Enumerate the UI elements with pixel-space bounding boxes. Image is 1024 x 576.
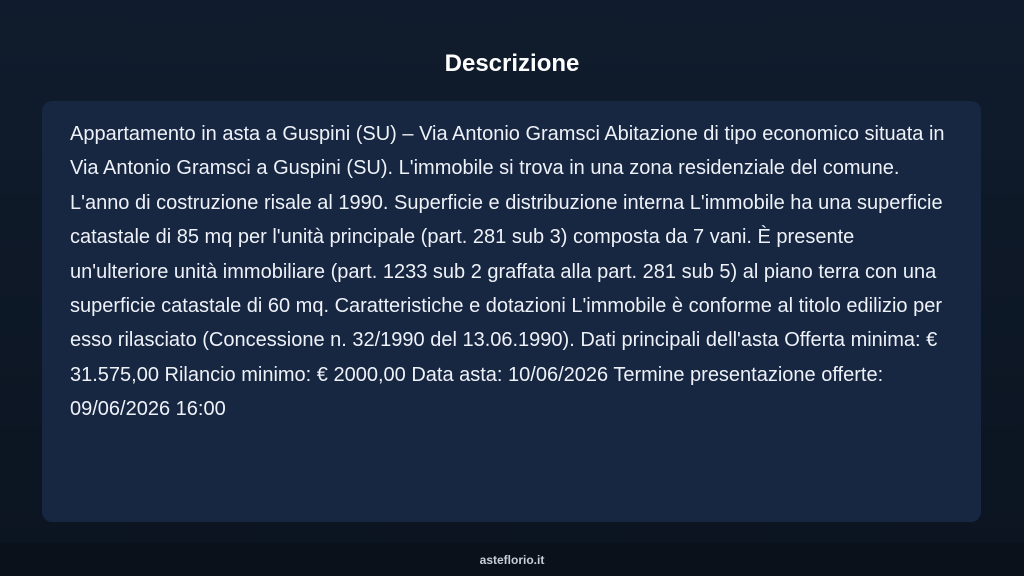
footer-brand: asteflorio.it	[479, 553, 545, 567]
page-title: Descrizione	[444, 50, 580, 77]
description-text: Appartamento in asta a Guspini (SU) – Via Antonio Gramsci Abitazione di tipo economico situata in Via Antonio Gramsci a Guspini (SU). L'immobile si trova in una zona residenziale del comune. L'anno di costruzione risale al 1990. Superficie e distribuzione interna L'immobile ha una superficie catastale di 85 mq per l'unità principale (part. 281 sub 3) composta da 7 vani. È presente un'ulteriore unità immobiliare (part. 1233 sub 2 graffata alla part. 281 sub 5) al piano terra con una superficie catastale di 60 mq. Caratteristiche e dotazioni L'immobile è conforme al titolo edilizio per esso rilasciato (Concessione n. 32/1990 del 13.06.1990). Dati principali dell'asta Offerta minima: € 31.575,00 Rilancio minimo: € 2000,00 Data asta: 10/06/2026 Termine presentazione offerte: 09/06/2026 16:00	[70, 123, 945, 421]
description-card	[42, 101, 981, 522]
footer-bar	[0, 543, 1024, 576]
